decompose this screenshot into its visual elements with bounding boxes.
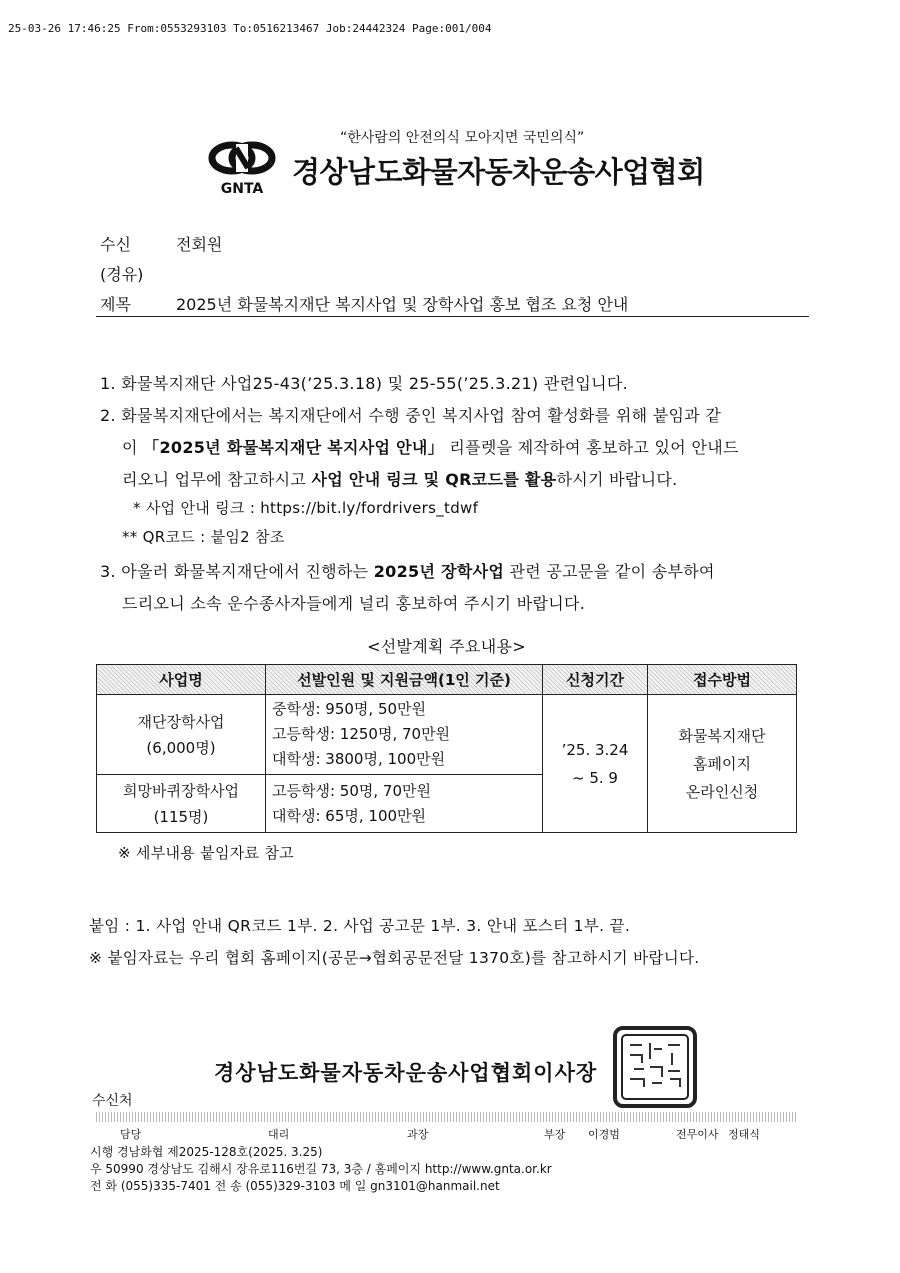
recipient-row <box>100 232 222 255</box>
program-cell <box>97 695 266 775</box>
signatory: 경상남도화물자동차운송사업협회이사장 <box>214 1061 598 1085</box>
text-span: 이 <box>122 438 144 457</box>
subject-row <box>100 292 628 315</box>
program-count: (115명) <box>153 807 209 826</box>
program-name: 희망바퀴장학사업 <box>123 781 239 800</box>
method-line: 온라인신청 <box>685 782 759 801</box>
header-cell: 신청기간 <box>543 665 648 695</box>
paragraph-3-line-1 <box>100 559 715 582</box>
emphasis-text: 2025년 장학사업 <box>373 562 505 581</box>
paragraph-1: 1. 화물복지재단 사업25-43(’25.3.18) 및 25-55(’25.3.21) 관련입니다. <box>100 374 629 393</box>
quota-line: 대학생: 3800명, 100만원 <box>272 750 446 768</box>
table-row <box>97 695 797 775</box>
quota-cell <box>266 775 543 833</box>
quota-cell <box>266 695 543 775</box>
text-span: 리플렛을 제작하여 홍보하고 있어 안내드 <box>443 438 739 457</box>
role-executive: 전무이사 <box>676 1128 719 1141</box>
text-span: 3. 아울러 화물복지재단에서 진행하는 <box>100 562 374 581</box>
quota-line: 대학생: 65명, 100만원 <box>272 806 427 825</box>
emphasis-text: 사업 안내 링크 및 QR코드를 활용 <box>311 470 557 489</box>
footer-divider <box>96 1112 798 1122</box>
logo-text: GNTA <box>220 181 264 196</box>
role-manager: 담당 <box>120 1128 142 1141</box>
leaflet-title: 「2025년 화물복지재단 복지사업 안내」 <box>143 438 444 457</box>
text-span: 관련 공고문을 같이 송부하여 <box>504 562 715 581</box>
via-label: (경유) <box>100 265 144 284</box>
subject-label: 제목 <box>100 295 131 314</box>
quota-line: 중학생: 950명, 50만원 <box>272 700 427 718</box>
header-cell: 사업명 <box>97 665 266 695</box>
table-note: ※ 세부내용 붙임자료 참고 <box>118 844 294 862</box>
method-line: 화물복지재단 <box>678 726 766 745</box>
qr-note: ** QR코드 : 붙임2 참조 <box>122 528 285 546</box>
official-seal <box>612 1025 698 1109</box>
via-row <box>100 262 143 285</box>
method-line: 홈페이지 <box>693 754 751 773</box>
gnta-logo <box>206 138 278 196</box>
paragraph-2-line-2 <box>122 435 739 458</box>
table-caption: <선발계획 주요내용> <box>367 637 526 656</box>
director-name: 이경범 <box>588 1128 620 1141</box>
subject-value: 2025년 화물복지재단 복지사업 및 장학사업 홍보 협조 요청 안내 <box>176 295 629 314</box>
executive-name: 정태식 <box>728 1128 760 1141</box>
text-span: 리오니 업무에 참고하시고 <box>122 470 312 489</box>
period-start: ’25. 3.24 <box>561 740 629 759</box>
program-cell <box>97 775 266 833</box>
quota-line: 고등학생: 50명, 70만원 <box>272 781 431 800</box>
slogan: “한사람의 안전의식 모아지면 국민의식” <box>340 130 585 146</box>
role-director: 부장 <box>544 1128 566 1141</box>
header-cell: 접수방법 <box>648 665 797 695</box>
organization-name: 경상남도화물자동차운송사업협회 <box>292 155 705 189</box>
period-end: ~ 5. 9 <box>572 768 618 787</box>
role-assistant: 대리 <box>268 1128 290 1141</box>
recipient-label: 수신 <box>100 235 131 254</box>
attachments: 붙임 : 1. 사업 안내 QR코드 1부. 2. 사업 공고문 1부. 3. 안내 포스터 1부. 끝. <box>89 917 631 935</box>
program-name: 재단장학사업 <box>137 712 225 731</box>
contact-info: 전 화 (055)335-7401 전 송 (055)329-3103 메 일 gn3101@hanmail.net <box>90 1179 500 1193</box>
link-note: * 사업 안내 링크 : https://bit.ly/fordrivers_tdwf <box>133 499 479 517</box>
paragraph-2-line-3 <box>122 467 678 490</box>
header-cell: 선발인원 및 지원금액(1인 기준) <box>266 665 543 695</box>
table-header-row <box>97 665 797 695</box>
address: 우 50990 경상남도 김해시 장유로116번길 73, 3층 / 홈페이지 http://www.gnta.or.kr <box>90 1162 552 1176</box>
paragraph-3-line-2: 드리오니 소속 운수종사자들에게 널리 홍보하여 주시기 바랍니다. <box>122 594 586 613</box>
logo-mark-icon <box>206 138 278 196</box>
header-divider <box>96 316 809 317</box>
method-cell <box>648 695 797 833</box>
text-span: 하시기 바랍니다. <box>556 470 678 489</box>
quota-line: 고등학생: 1250명, 70만원 <box>272 725 451 743</box>
seal-stamp-icon <box>612 1025 698 1109</box>
paragraph-2-line-1: 2. 화물복지재단에서는 복지재단에서 수행 중인 복지사업 참여 활성화를 위해 붙임과 같 <box>100 406 722 425</box>
attachment-note: ※ 붙임자료는 우리 협회 홈페이지(공문→협회공문전달 1370호)를 참고하시기 바랍니다. <box>89 949 700 967</box>
recipient-value: 전회원 <box>176 235 223 254</box>
role-section-chief: 과장 <box>407 1128 429 1141</box>
period-cell <box>543 695 648 833</box>
selection-plan-table <box>96 664 797 833</box>
recipients-label: 수신처 <box>92 1093 133 1109</box>
document-number: 시행 경남화협 제2025-128호(2025. 3.25) <box>90 1145 323 1159</box>
program-count: (6,000명) <box>146 738 216 757</box>
fax-header: 25-03-26 17:46:25 From:0553293103 To:0516213467 Job:24442324 Page:001/004 <box>8 22 492 35</box>
